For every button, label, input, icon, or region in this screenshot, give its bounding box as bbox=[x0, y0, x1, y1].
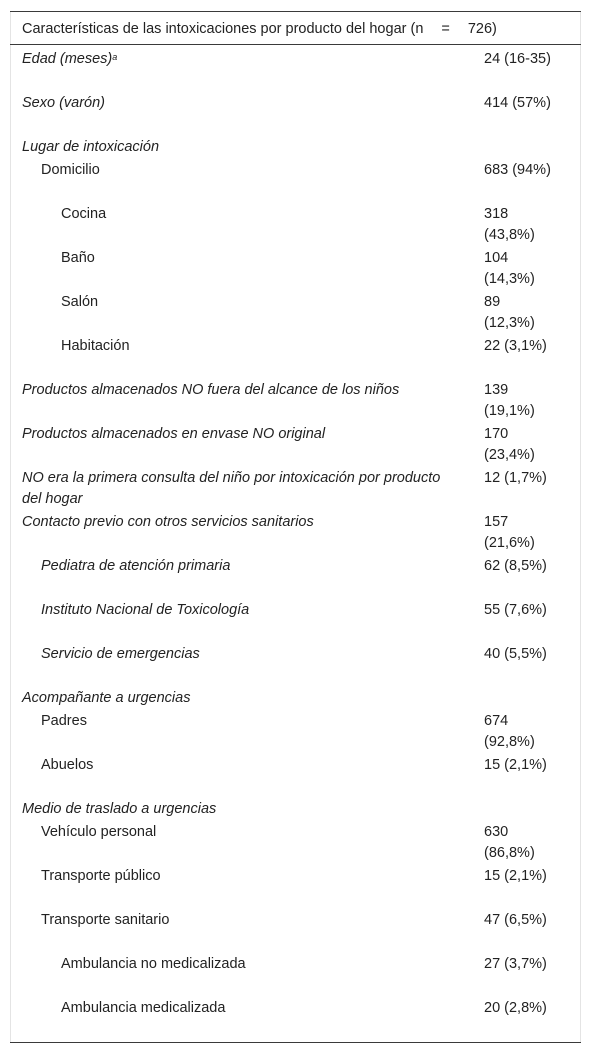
row-value: 62 (8,5%) bbox=[484, 558, 547, 574]
table-row bbox=[10, 377, 581, 421]
table-row bbox=[10, 907, 581, 951]
row-value: 318 (43,8%) bbox=[484, 206, 535, 243]
row-value: 55 (7,6%) bbox=[484, 602, 547, 618]
row-value: 15 (2,1%) bbox=[484, 868, 547, 884]
table-row bbox=[10, 641, 581, 685]
table-row bbox=[10, 333, 581, 377]
row-label-text: Servicio de emergencias bbox=[41, 646, 200, 662]
row-label-text: Edad (meses) bbox=[22, 51, 113, 67]
row-label bbox=[41, 866, 481, 887]
row-label bbox=[22, 137, 462, 158]
row-value: 89 (12,3%) bbox=[484, 294, 535, 331]
row-label-text: Habitación bbox=[61, 338, 130, 354]
row-label-text: Cocina bbox=[61, 206, 107, 222]
row-label bbox=[22, 512, 462, 533]
table-body bbox=[10, 46, 581, 1039]
table-row bbox=[10, 157, 581, 201]
row-label-text: Padres bbox=[41, 713, 87, 729]
row-label bbox=[41, 644, 481, 665]
table-row bbox=[10, 819, 581, 863]
row-label bbox=[41, 556, 481, 577]
row-label-text: Acompañante a urgencias bbox=[22, 690, 191, 706]
row-label-text: Vehículo personal bbox=[41, 824, 157, 840]
table-row bbox=[10, 245, 581, 289]
row-label bbox=[61, 336, 501, 357]
table-row bbox=[10, 796, 581, 819]
row-label-text: Instituto Nacional de Toxicología bbox=[41, 602, 250, 618]
table-row bbox=[10, 465, 581, 509]
row-label-text: Contacto previo con otros servicios sanitarios bbox=[22, 514, 314, 530]
row-label bbox=[22, 424, 462, 445]
row-value: 15 (2,1%) bbox=[484, 757, 547, 773]
table-row bbox=[10, 421, 581, 465]
row-label bbox=[22, 468, 462, 509]
row-label-text: Pediatra de atención primaria bbox=[41, 558, 231, 574]
table-row bbox=[10, 46, 581, 90]
header-label: Características de las intoxicaciones por producto del hogar (n bbox=[22, 21, 424, 37]
bottom-rule bbox=[10, 1042, 581, 1043]
row-value: 630 (86,8%) bbox=[484, 824, 535, 861]
table-row bbox=[10, 708, 581, 752]
row-label-text: Baño bbox=[61, 250, 95, 266]
row-value: 20 (2,8%) bbox=[484, 1000, 547, 1016]
table-row bbox=[10, 134, 581, 157]
table-row bbox=[10, 951, 581, 995]
row-value: 104 (14,3%) bbox=[484, 250, 535, 287]
row-label-text: Transporte sanitario bbox=[41, 912, 170, 928]
table-row bbox=[10, 752, 581, 796]
row-value: 27 (3,7%) bbox=[484, 956, 547, 972]
row-label-text: Ambulancia no medicalizada bbox=[61, 956, 246, 972]
row-label bbox=[41, 600, 481, 621]
footnote-marker: a bbox=[112, 52, 118, 62]
row-value: 40 (5,5%) bbox=[484, 646, 547, 662]
row-value: 674 (92,8%) bbox=[484, 713, 535, 750]
row-label bbox=[61, 204, 501, 225]
row-label-text: Transporte público bbox=[41, 868, 161, 884]
row-label bbox=[61, 292, 501, 313]
row-label-text: Ambulancia medicalizada bbox=[61, 1000, 226, 1016]
row-label bbox=[22, 49, 462, 70]
table-row bbox=[10, 90, 581, 134]
row-value: 414 (57%) bbox=[484, 95, 551, 111]
table-row bbox=[10, 597, 581, 641]
row-label bbox=[22, 799, 462, 820]
header-rule bbox=[10, 44, 581, 45]
row-value: 22 (3,1%) bbox=[484, 338, 547, 354]
header-equals: = bbox=[441, 21, 450, 37]
row-label-text: Medio de traslado a urgencias bbox=[22, 801, 217, 817]
table-row bbox=[10, 863, 581, 907]
row-value: 139 (19,1%) bbox=[484, 382, 535, 419]
row-value: 170 (23,4%) bbox=[484, 426, 535, 463]
row-value: 157 (21,6%) bbox=[484, 514, 535, 551]
row-label-text: Domicilio bbox=[41, 162, 100, 178]
row-label bbox=[61, 954, 501, 975]
row-label bbox=[22, 93, 462, 114]
row-label bbox=[41, 755, 481, 776]
row-label-text: Productos almacenados en envase NO original bbox=[22, 426, 326, 442]
row-label bbox=[22, 688, 462, 709]
table-header bbox=[22, 20, 497, 38]
row-label-text: Lugar de intoxicación bbox=[22, 139, 160, 155]
top-rule bbox=[10, 11, 581, 12]
row-label-text: Productos almacenados NO fuera del alcance de los niños bbox=[22, 382, 400, 398]
table-row bbox=[10, 201, 581, 245]
row-label-text: NO era la primera consulta del niño por intoxicación por producto del hogar bbox=[22, 470, 441, 507]
row-label-text: Salón bbox=[61, 294, 99, 310]
row-label bbox=[61, 248, 501, 269]
row-label bbox=[61, 998, 501, 1019]
row-label-text: Abuelos bbox=[41, 757, 94, 773]
row-label bbox=[41, 822, 481, 843]
table-row bbox=[10, 685, 581, 708]
row-label bbox=[41, 711, 481, 732]
table-row bbox=[10, 289, 581, 333]
row-label bbox=[41, 910, 481, 931]
header-n-value: 726) bbox=[467, 21, 497, 37]
row-label-text: Sexo (varón) bbox=[22, 95, 106, 111]
row-value: 683 (94%) bbox=[484, 162, 551, 178]
row-label bbox=[22, 380, 462, 401]
table-row bbox=[10, 509, 581, 553]
row-value: 47 (6,5%) bbox=[484, 912, 547, 928]
table-row bbox=[10, 995, 581, 1039]
row-value: 24 (16-35) bbox=[484, 51, 551, 67]
row-value: 12 (1,7%) bbox=[484, 470, 547, 486]
table-row bbox=[10, 553, 581, 597]
row-label bbox=[41, 160, 481, 181]
